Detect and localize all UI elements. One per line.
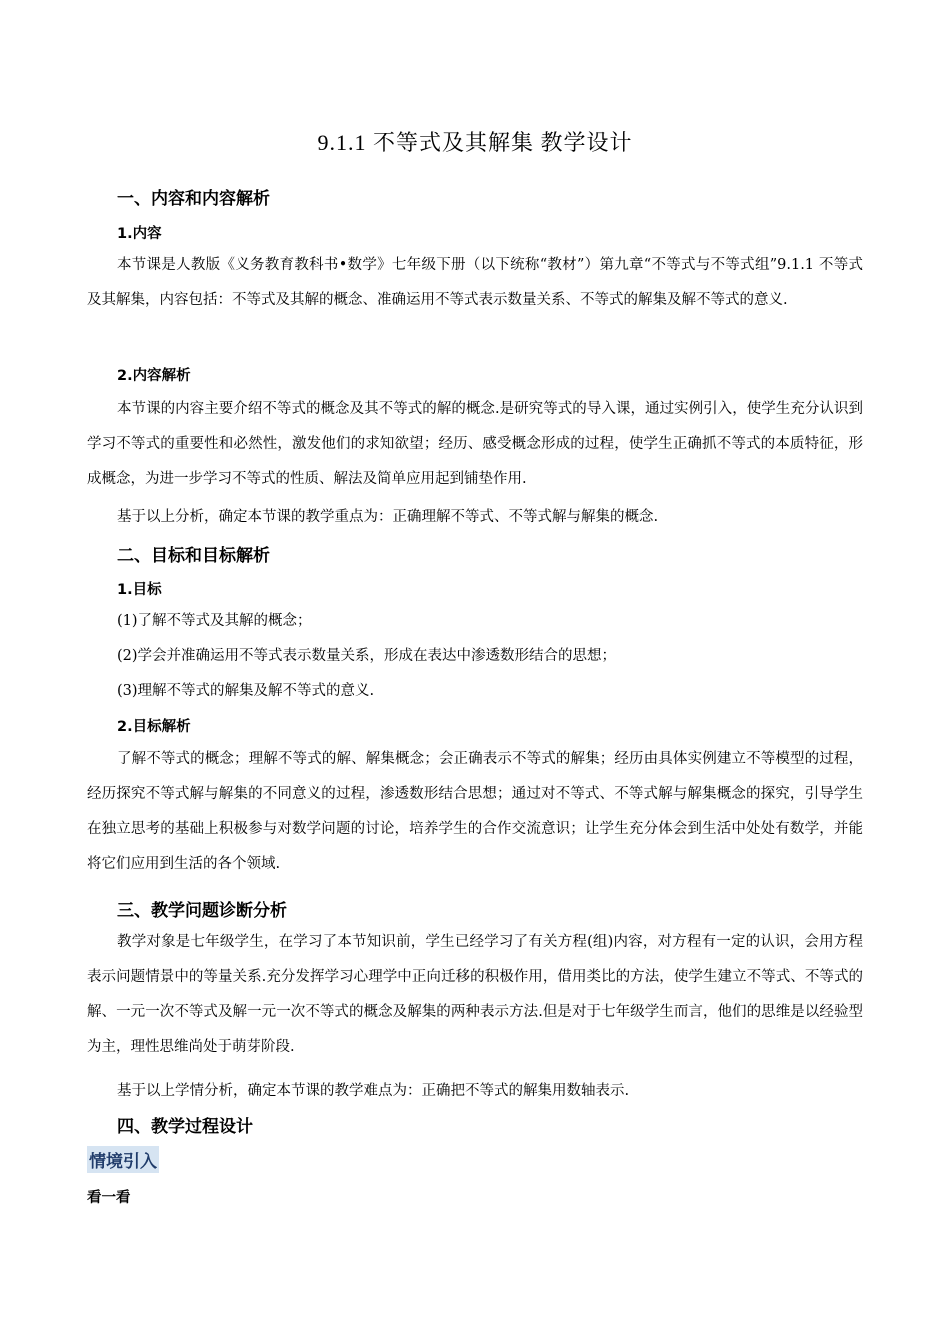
paragraph-diagnosis: 教学对象是七年级学生，在学习了本节知识前，学生已经学习了有关方程(组)内容，对方程有一定的认识，会用方程表示问题情景中的等量关系.充分发挥学习心理学中正向迁移的积极作用，借用类比的方法，使学生建立不等式、不等式的解、一元一次不等式及解一元一次不等式的概念及解集的两种表示方法.但是对于七年级学生而言，他们的思维是以经验型为主，理性思维尚处于萌芽阶段.: [87, 934, 863, 1055]
paragraph-goal-analysis: 了解不等式的概念；理解不等式的解、解集概念；会正确表示不等式的解集；经历由具体实例建立不等模型的过程，经历探究不等式解与解集的不同意义的过程，渗透数形结合思想；通过对不等式、不等式解与解集概念的探究，引导学生在独立思考的基础上积极参与对数学问题的讨论，培养学生的合作交流意识；让学生充分体会到生活中处处有数学，并能将它们应用到生活的各个领域.: [87, 751, 863, 872]
goal-item-3: (3)理解不等式的解集及解不等式的意义.: [117, 683, 375, 699]
paragraph-content-analysis: 本节课的内容主要介绍不等式的概念及其不等式的解的概念.是研究等式的导入课，通过实例引入，使学生充分认识到学习不等式的重要性和必然性，激发他们的求知欲望；经历、感受概念形成的过程，使学生正确抓不等式的本质特征，形成概念，为进一步学习不等式的性质、解法及简单应用起到铺垫作用.: [87, 401, 863, 487]
section-heading-2: 二、目标和目标解析: [117, 546, 270, 566]
goal-item-2: (2)学会并准确运用不等式表示数量关系，形成在表达中渗透数形结合的思想；: [117, 648, 617, 664]
section-heading-1: 一、内容和内容解析: [117, 189, 270, 209]
goal-item-1: (1)了解不等式及其解的概念；: [117, 613, 312, 629]
section-heading-3: 三、教学问题诊断分析: [117, 901, 287, 921]
subheading-content-analysis: 2.内容解析: [117, 368, 191, 384]
document-title: 9.1.1 不等式及其解集 教学设计: [317, 130, 633, 155]
subheading-goal-analysis: 2.目标解析: [117, 719, 191, 735]
paragraph-content: 本节课是人教版《义务教育教科书•数学》七年级下册（以下统称“教材”）第九章“不等式与不等式组”9.1.1 不等式及其解集，内容包括：不等式及其解的概念、准确运用不等式表示数量关系、不等式的解集及解不等式的意义.: [87, 257, 863, 308]
subheading-content: 1.内容: [117, 226, 162, 242]
highlighted-heading-situation: 情境引入: [87, 1146, 159, 1173]
paragraph-key-points: 基于以上分析，确定本节课的教学重点为：正确理解不等式、不等式解与解集的概念.: [117, 509, 659, 525]
subheading-look: 看一看: [87, 1190, 131, 1206]
subheading-goals: 1.目标: [117, 582, 162, 598]
section-heading-4: 四、教学过程设计: [117, 1117, 253, 1137]
paragraph-difficulty: 基于以上学情分析，确定本节课的教学难点为：正确把不等式的解集用数轴表示.: [117, 1083, 630, 1099]
